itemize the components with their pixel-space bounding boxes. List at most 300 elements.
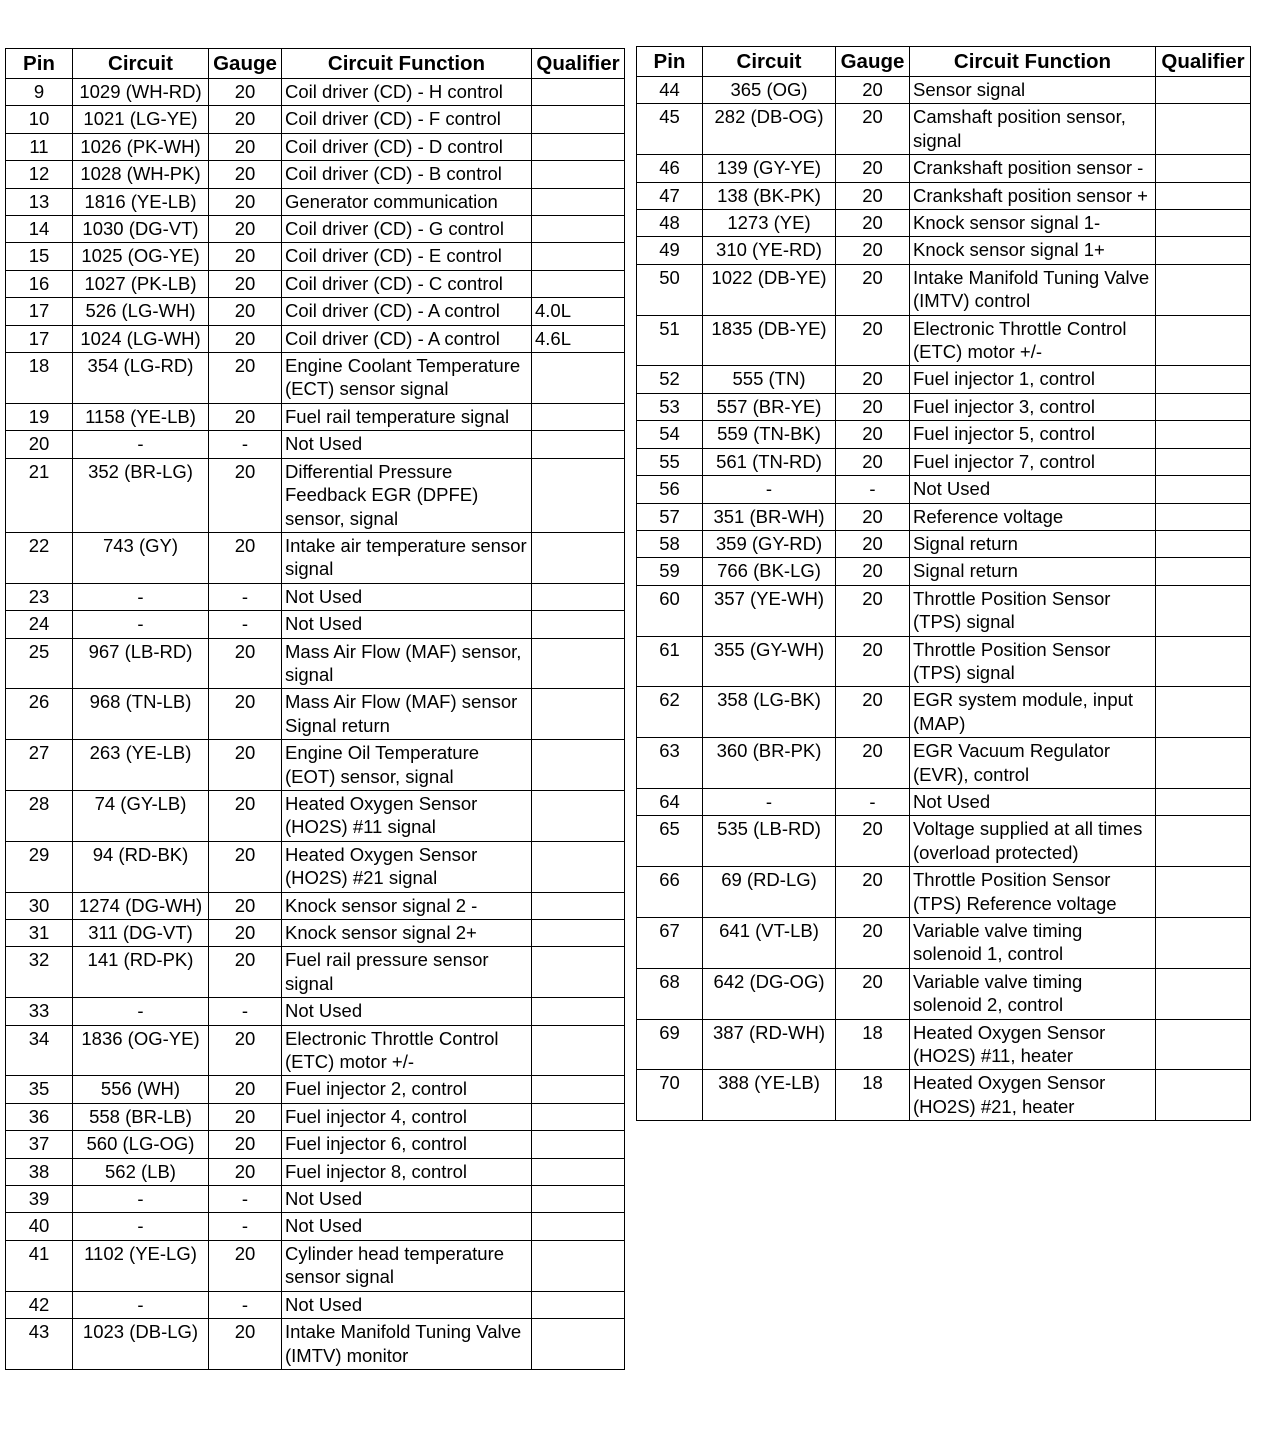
table-row (6, 458, 625, 532)
cell-circuit: 365 (OG) (703, 77, 836, 104)
cell-gauge: 20 (836, 155, 910, 182)
table-row (6, 106, 625, 133)
cell-circuit: 360 (BR-PK) (703, 738, 836, 789)
cell-gauge: 20 (209, 298, 282, 325)
cell-gauge: 20 (209, 353, 282, 404)
cell-gauge: 20 (836, 918, 910, 969)
cell-gauge: - (209, 1291, 282, 1318)
cell-pin: 70 (637, 1070, 703, 1121)
table-row (6, 188, 625, 215)
cell-qualifier (532, 998, 625, 1025)
cell-circuit: 967 (LB-RD) (73, 638, 209, 689)
table-row (6, 133, 625, 160)
table-row (637, 155, 1251, 182)
cell-pin: 28 (6, 790, 73, 841)
table-row (6, 1319, 625, 1370)
cell-function: Crankshaft position sensor + (910, 182, 1156, 209)
cell-function: Crankshaft position sensor - (910, 155, 1156, 182)
cell-qualifier (532, 1291, 625, 1318)
table-row (637, 558, 1251, 585)
cell-gauge: 20 (836, 421, 910, 448)
cell-gauge: 20 (209, 106, 282, 133)
cell-circuit: 1029 (WH-RD) (73, 79, 209, 106)
table-row (6, 920, 625, 947)
cell-circuit: 642 (DG-OG) (703, 968, 836, 1019)
cell-gauge: 20 (209, 79, 282, 106)
cell-gauge: 20 (209, 1025, 282, 1076)
table-row (6, 1291, 625, 1318)
cell-qualifier (532, 431, 625, 458)
cell-function: Signal return (910, 558, 1156, 585)
cell-circuit: 535 (LB-RD) (703, 816, 836, 867)
cell-circuit: 1836 (OG-YE) (73, 1025, 209, 1076)
cell-circuit: - (703, 476, 836, 503)
cell-circuit: 354 (LG-RD) (73, 353, 209, 404)
table-row (637, 530, 1251, 557)
cell-qualifier (532, 740, 625, 791)
cell-qualifier: 4.6L (532, 325, 625, 352)
cell-circuit: 1030 (DG-VT) (73, 216, 209, 243)
cell-pin: 36 (6, 1103, 73, 1130)
cell-circuit: - (73, 611, 209, 638)
cell-gauge: 20 (209, 532, 282, 583)
table-row (637, 1019, 1251, 1070)
cell-pin: 9 (6, 79, 73, 106)
cell-qualifier (1156, 636, 1251, 687)
cell-pin: 18 (6, 353, 73, 404)
cell-circuit: 1816 (YE-LB) (73, 188, 209, 215)
cell-qualifier (1156, 558, 1251, 585)
table-row (637, 738, 1251, 789)
cell-qualifier (532, 133, 625, 160)
cell-qualifier (532, 1240, 625, 1291)
cell-pin: 40 (6, 1213, 73, 1240)
cell-function: Fuel injector 1, control (910, 366, 1156, 393)
cell-function: Coil driver (CD) - H control (282, 79, 532, 106)
cell-qualifier (532, 1103, 625, 1130)
cell-function: Throttle Position Sensor (TPS) signal (910, 636, 1156, 687)
cell-gauge: - (209, 998, 282, 1025)
cell-pin: 53 (637, 393, 703, 420)
cell-circuit: 388 (YE-LB) (703, 1070, 836, 1121)
table-row (6, 841, 625, 892)
cell-pin: 16 (6, 270, 73, 297)
cell-function: Not Used (282, 431, 532, 458)
cell-pin: 25 (6, 638, 73, 689)
table-row (6, 947, 625, 998)
cell-gauge: 20 (836, 968, 910, 1019)
cell-gauge: 20 (836, 530, 910, 557)
header-qualifier: Qualifier (532, 49, 625, 79)
cell-function: Cylinder head temperature sensor signal (282, 1240, 532, 1291)
table-row (6, 325, 625, 352)
cell-pin: 11 (6, 133, 73, 160)
cell-qualifier (532, 188, 625, 215)
cell-function: Coil driver (CD) - A control (282, 298, 532, 325)
table-row (6, 611, 625, 638)
table-row (637, 585, 1251, 636)
cell-pin: 45 (637, 104, 703, 155)
cell-circuit: 263 (YE-LB) (73, 740, 209, 791)
cell-circuit: 1023 (DB-LG) (73, 1319, 209, 1370)
pin-table-left (5, 48, 625, 1370)
cell-qualifier (532, 947, 625, 998)
cell-qualifier (532, 892, 625, 919)
cell-gauge: 20 (209, 920, 282, 947)
cell-qualifier (532, 841, 625, 892)
cell-gauge: 20 (836, 104, 910, 155)
cell-pin: 29 (6, 841, 73, 892)
cell-gauge: - (209, 583, 282, 610)
cell-gauge: 18 (836, 1070, 910, 1121)
cell-qualifier (1156, 155, 1251, 182)
cell-qualifier (532, 1319, 625, 1370)
cell-gauge: 20 (836, 77, 910, 104)
cell-circuit: 1102 (YE-LG) (73, 1240, 209, 1291)
cell-circuit: - (703, 788, 836, 815)
cell-circuit: 74 (GY-LB) (73, 790, 209, 841)
cell-qualifier (1156, 264, 1251, 315)
cell-function: Variable valve timing solenoid 1, control (910, 918, 1156, 969)
cell-circuit: 138 (BK-PK) (703, 182, 836, 209)
cell-pin: 26 (6, 689, 73, 740)
cell-function: EGR system module, input (MAP) (910, 687, 1156, 738)
cell-gauge: 20 (209, 188, 282, 215)
cell-circuit: - (73, 998, 209, 1025)
cell-gauge: 20 (836, 558, 910, 585)
cell-qualifier (532, 1158, 625, 1185)
table-row (6, 1158, 625, 1185)
cell-function: Electronic Throttle Control (ETC) motor +/- (282, 1025, 532, 1076)
cell-function: Camshaft position sensor, signal (910, 104, 1156, 155)
cell-gauge: 20 (209, 161, 282, 188)
cell-function: Mass Air Flow (MAF) sensor, signal (282, 638, 532, 689)
cell-pin: 69 (637, 1019, 703, 1070)
cell-circuit: 559 (TN-BK) (703, 421, 836, 448)
cell-gauge: 20 (209, 790, 282, 841)
cell-qualifier (1156, 687, 1251, 738)
cell-function: Signal return (910, 530, 1156, 557)
cell-function: Knock sensor signal 2+ (282, 920, 532, 947)
cell-function: Engine Oil Temperature (EOT) sensor, signal (282, 740, 532, 791)
cell-pin: 38 (6, 1158, 73, 1185)
cell-function: Fuel injector 2, control (282, 1076, 532, 1103)
table-row (637, 264, 1251, 315)
cell-pin: 12 (6, 161, 73, 188)
table-row (637, 503, 1251, 530)
cell-pin: 64 (637, 788, 703, 815)
cell-circuit: 555 (TN) (703, 366, 836, 393)
cell-function: Knock sensor signal 2 - (282, 892, 532, 919)
cell-circuit: 358 (LG-BK) (703, 687, 836, 738)
cell-pin: 61 (637, 636, 703, 687)
cell-pin: 20 (6, 431, 73, 458)
cell-function: Not Used (282, 611, 532, 638)
cell-pin: 52 (637, 366, 703, 393)
cell-function: Heated Oxygen Sensor (HO2S) #11 signal (282, 790, 532, 841)
cell-gauge: 20 (836, 264, 910, 315)
cell-gauge: 20 (836, 237, 910, 264)
table-row (6, 1103, 625, 1130)
table-row (6, 79, 625, 106)
cell-circuit: 1021 (LG-YE) (73, 106, 209, 133)
cell-qualifier (1156, 476, 1251, 503)
table-row (637, 918, 1251, 969)
cell-gauge: - (209, 1213, 282, 1240)
cell-gauge: 20 (209, 1131, 282, 1158)
pin-table-right (636, 46, 1251, 1121)
cell-function: Coil driver (CD) - A control (282, 325, 532, 352)
table-row (6, 638, 625, 689)
table-row (6, 1240, 625, 1291)
cell-pin: 41 (6, 1240, 73, 1291)
cell-function: Fuel injector 8, control (282, 1158, 532, 1185)
table-row (637, 816, 1251, 867)
cell-gauge: 20 (209, 133, 282, 160)
cell-gauge: - (209, 431, 282, 458)
cell-gauge: 20 (209, 1240, 282, 1291)
cell-qualifier (532, 353, 625, 404)
table-row (637, 237, 1251, 264)
cell-pin: 19 (6, 403, 73, 430)
table-row (6, 1131, 625, 1158)
cell-pin: 34 (6, 1025, 73, 1076)
cell-function: Voltage supplied at all times (overload protected) (910, 816, 1156, 867)
cell-gauge: 20 (836, 393, 910, 420)
cell-gauge: 20 (209, 243, 282, 270)
cell-qualifier (1156, 867, 1251, 918)
cell-pin: 24 (6, 611, 73, 638)
cell-circuit: - (73, 1213, 209, 1240)
table-row (637, 687, 1251, 738)
cell-pin: 15 (6, 243, 73, 270)
cell-qualifier (1156, 788, 1251, 815)
cell-circuit: 556 (WH) (73, 1076, 209, 1103)
cell-circuit: 1835 (DB-YE) (703, 315, 836, 366)
table-row (637, 448, 1251, 475)
table-row (6, 790, 625, 841)
cell-function: Not Used (282, 583, 532, 610)
cell-pin: 17 (6, 298, 73, 325)
table-row (6, 1076, 625, 1103)
cell-gauge: 20 (209, 325, 282, 352)
table-row (6, 270, 625, 297)
cell-pin: 17 (6, 325, 73, 352)
cell-circuit: 1025 (OG-YE) (73, 243, 209, 270)
cell-circuit: 968 (TN-LB) (73, 689, 209, 740)
cell-qualifier (532, 611, 625, 638)
header-row (637, 47, 1251, 77)
cell-qualifier (1156, 77, 1251, 104)
cell-pin: 43 (6, 1319, 73, 1370)
cell-function: Coil driver (CD) - G control (282, 216, 532, 243)
header-circuit: Circuit (703, 47, 836, 77)
table-row (637, 421, 1251, 448)
cell-circuit: 1273 (YE) (703, 210, 836, 237)
cell-gauge: 20 (836, 182, 910, 209)
cell-circuit: 351 (BR-WH) (703, 503, 836, 530)
cell-function: Differential Pressure Feedback EGR (DPFE) sensor, signal (282, 458, 532, 532)
cell-qualifier (532, 79, 625, 106)
cell-function: Sensor signal (910, 77, 1156, 104)
table-row (637, 366, 1251, 393)
cell-qualifier (1156, 182, 1251, 209)
cell-qualifier (1156, 1070, 1251, 1121)
cell-gauge: 20 (209, 841, 282, 892)
cell-gauge: 20 (209, 1103, 282, 1130)
cell-function: Heated Oxygen Sensor (HO2S) #21, heater (910, 1070, 1156, 1121)
cell-qualifier (532, 1186, 625, 1213)
cell-circuit: 1027 (PK-LB) (73, 270, 209, 297)
cell-pin: 51 (637, 315, 703, 366)
cell-qualifier (1156, 816, 1251, 867)
cell-circuit: 641 (VT-LB) (703, 918, 836, 969)
cell-pin: 27 (6, 740, 73, 791)
cell-gauge: 20 (209, 947, 282, 998)
cell-qualifier: 4.0L (532, 298, 625, 325)
cell-pin: 37 (6, 1131, 73, 1158)
cell-gauge: 20 (209, 1158, 282, 1185)
cell-pin: 13 (6, 188, 73, 215)
cell-circuit: 1026 (PK-WH) (73, 133, 209, 160)
cell-qualifier (532, 243, 625, 270)
cell-qualifier (1156, 585, 1251, 636)
cell-gauge: 20 (209, 458, 282, 532)
cell-circuit: 1028 (WH-PK) (73, 161, 209, 188)
cell-function: Not Used (910, 476, 1156, 503)
cell-pin: 46 (637, 155, 703, 182)
cell-gauge: 20 (836, 636, 910, 687)
cell-circuit: 69 (RD-LG) (703, 867, 836, 918)
table-row (6, 216, 625, 243)
cell-qualifier (1156, 315, 1251, 366)
cell-circuit: 561 (TN-RD) (703, 448, 836, 475)
cell-gauge: - (209, 611, 282, 638)
cell-circuit: 560 (LG-OG) (73, 1131, 209, 1158)
cell-qualifier (1156, 918, 1251, 969)
table-row (637, 104, 1251, 155)
cell-circuit: 355 (GY-WH) (703, 636, 836, 687)
table-row (6, 1186, 625, 1213)
table-row (6, 431, 625, 458)
cell-circuit: - (73, 1186, 209, 1213)
cell-function: Coil driver (CD) - F control (282, 106, 532, 133)
cell-qualifier (532, 270, 625, 297)
cell-gauge: 20 (209, 689, 282, 740)
cell-circuit: 357 (YE-WH) (703, 585, 836, 636)
cell-pin: 60 (637, 585, 703, 636)
cell-qualifier (532, 532, 625, 583)
cell-circuit: 562 (LB) (73, 1158, 209, 1185)
cell-gauge: 20 (209, 1319, 282, 1370)
cell-pin: 22 (6, 532, 73, 583)
cell-function: Fuel injector 7, control (910, 448, 1156, 475)
cell-pin: 23 (6, 583, 73, 610)
cell-function: Engine Coolant Temperature (ECT) sensor signal (282, 353, 532, 404)
header-gauge: Gauge (209, 49, 282, 79)
table-row (637, 315, 1251, 366)
cell-gauge: 20 (836, 585, 910, 636)
cell-qualifier (532, 1213, 625, 1240)
cell-function: Not Used (910, 788, 1156, 815)
cell-function: Electronic Throttle Control (ETC) motor +/- (910, 315, 1156, 366)
cell-pin: 44 (637, 77, 703, 104)
cell-function: Knock sensor signal 1- (910, 210, 1156, 237)
cell-qualifier (532, 583, 625, 610)
cell-qualifier (1156, 530, 1251, 557)
cell-pin: 31 (6, 920, 73, 947)
cell-function: Coil driver (CD) - B control (282, 161, 532, 188)
cell-function: Heated Oxygen Sensor (HO2S) #21 signal (282, 841, 532, 892)
cell-pin: 59 (637, 558, 703, 585)
table-row (637, 476, 1251, 503)
cell-circuit: 141 (RD-PK) (73, 947, 209, 998)
table-row (6, 353, 625, 404)
table-row (637, 182, 1251, 209)
cell-function: Fuel injector 3, control (910, 393, 1156, 420)
cell-circuit: - (73, 431, 209, 458)
cell-gauge: 20 (209, 216, 282, 243)
cell-function: Generator communication (282, 188, 532, 215)
cell-pin: 57 (637, 503, 703, 530)
table-row (6, 583, 625, 610)
cell-circuit: - (73, 1291, 209, 1318)
cell-circuit: 557 (BR-YE) (703, 393, 836, 420)
cell-pin: 32 (6, 947, 73, 998)
cell-pin: 30 (6, 892, 73, 919)
cell-function: Intake Manifold Tuning Valve (IMTV) monitor (282, 1319, 532, 1370)
cell-function: Knock sensor signal 1+ (910, 237, 1156, 264)
table-row (637, 210, 1251, 237)
cell-gauge: 20 (836, 687, 910, 738)
cell-function: Not Used (282, 1213, 532, 1240)
cell-pin: 65 (637, 816, 703, 867)
cell-gauge: 20 (209, 638, 282, 689)
table-row (637, 788, 1251, 815)
cell-function: Reference voltage (910, 503, 1156, 530)
cell-function: Not Used (282, 1186, 532, 1213)
cell-circuit: 743 (GY) (73, 532, 209, 583)
cell-qualifier (532, 458, 625, 532)
cell-qualifier (1156, 421, 1251, 448)
cell-qualifier (532, 790, 625, 841)
cell-gauge: 18 (836, 1019, 910, 1070)
cell-circuit: 139 (GY-YE) (703, 155, 836, 182)
cell-pin: 50 (637, 264, 703, 315)
cell-qualifier (1156, 738, 1251, 789)
cell-function: EGR Vacuum Regulator (EVR), control (910, 738, 1156, 789)
cell-qualifier (1156, 503, 1251, 530)
cell-qualifier (532, 1131, 625, 1158)
cell-gauge: 20 (836, 867, 910, 918)
cell-function: Intake air temperature sensor signal (282, 532, 532, 583)
cell-gauge: - (209, 1186, 282, 1213)
cell-qualifier (532, 638, 625, 689)
cell-gauge: 20 (209, 892, 282, 919)
table-row (6, 161, 625, 188)
table-row (6, 298, 625, 325)
cell-function: Throttle Position Sensor (TPS) signal (910, 585, 1156, 636)
cell-circuit: 352 (BR-LG) (73, 458, 209, 532)
cell-function: Throttle Position Sensor (TPS) Reference voltage (910, 867, 1156, 918)
cell-qualifier (1156, 366, 1251, 393)
cell-function: Coil driver (CD) - E control (282, 243, 532, 270)
cell-qualifier (532, 1076, 625, 1103)
cell-function: Fuel injector 4, control (282, 1103, 532, 1130)
table-row (6, 1025, 625, 1076)
cell-function: Fuel injector 5, control (910, 421, 1156, 448)
cell-circuit: - (73, 583, 209, 610)
